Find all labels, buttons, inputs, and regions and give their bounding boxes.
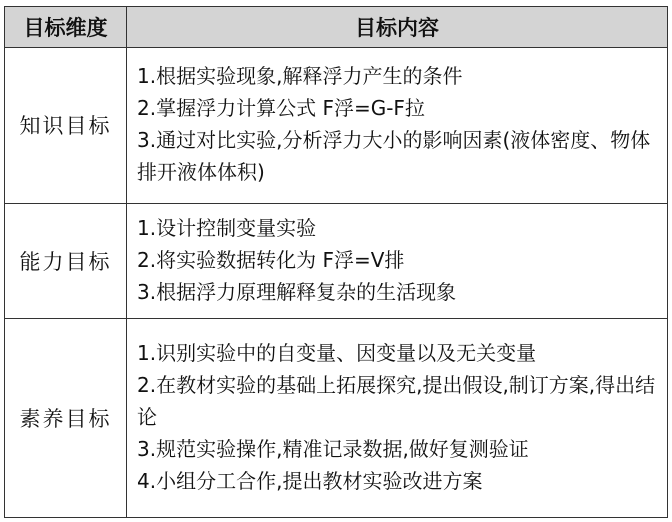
list-item: 1.设计控制变量实验 [137,216,317,241]
goals-table [4,6,668,518]
table-row-literacy [5,319,668,518]
list-item: 3.根据浮力原理解释复杂的生活现象 [137,280,457,305]
content-cell [127,319,668,518]
table-row-ability [5,203,668,318]
dimension-cell: 素养目标 [5,319,127,518]
list-item: 1.根据实验现象,解释浮力产生的条件 [137,64,463,89]
dimension-cell: 知识目标 [5,48,127,204]
list-item: 4.小组分工合作,提出教材实验改进方案 [137,469,483,494]
list-item: 3.规范实验操作,精准记录数据,做好复测验证 [137,437,529,462]
table-row-knowledge [5,48,668,204]
list-item: 2.将实验数据转化为 F浮=V排 [137,248,405,273]
list-item: 1.识别实验中的自变量、因变量以及无关变量 [137,341,537,366]
content-cell [127,48,668,204]
list-item: 3.通过对比实验,分析浮力大小的影响因素(液体密度、物体排开液体体积) [137,128,651,185]
header-dimension: 目标维度 [5,7,127,48]
list-item: 2.在教材实验的基础上拓展探究,提出假设,制订方案,得出结论 [137,373,656,430]
list-item: 2.掌握浮力计算公式 F浮=G-F拉 [137,96,425,121]
header-row [5,7,668,48]
dimension-cell: 能力目标 [5,203,127,318]
header-content: 目标内容 [127,7,668,48]
content-cell [127,203,668,318]
